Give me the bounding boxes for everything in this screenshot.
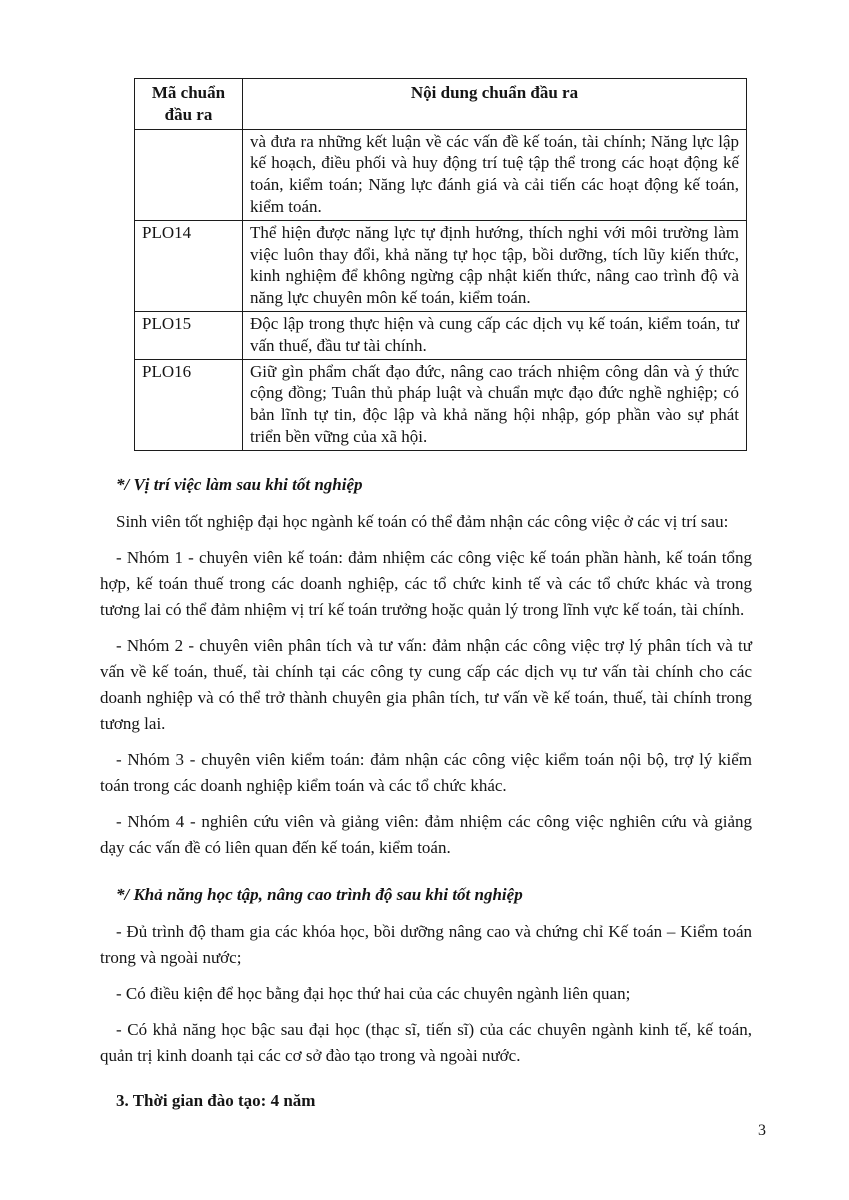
- table-row: [135, 220, 747, 311]
- job-group-3: - Nhóm 3 - chuyên viên kiểm toán: đảm nhận các công việc kiểm toán nội bộ, trợ lý kiểm toán trong các doanh nghiệp kiểm toán và các tổ chức khác.: [100, 749, 752, 795]
- column-header-content: Nội dung chuẩn đầu ra: [243, 79, 747, 130]
- job-group-4: - Nhóm 4 - nghiên cứu viên và giảng viên: đảm nhiệm các công việc nghiên cứu và giảng dạy các vấn đề có liên quan đến kế toán, kiểm toán.: [100, 811, 752, 857]
- section-heading-job-positions: */ Vị trí việc làm sau khi tốt nghiệp: [116, 474, 363, 494]
- further-study-item-2: - Có điều kiện để học bằng đại học thứ hai của các chuyên ngành liên quan;: [116, 983, 631, 1003]
- outcome-code: PLO14: [135, 220, 243, 311]
- outcome-content: Thể hiện được năng lực tự định hướng, thích nghi với môi trường làm việc luôn thay đổi, khả năng tự học tập, bồi dưỡng, tích lũy kiến thức, kinh nghiệm để không ngừng cập nhật kiến thức, nâng cao trình độ và năng lực chuyên môn kế toán, kiểm toán.: [243, 220, 747, 311]
- table-header-row: [135, 79, 747, 130]
- column-header-code: Mã chuẩn đầu ra: [135, 79, 243, 130]
- outcome-code: PLO16: [135, 359, 243, 450]
- table-row: [135, 311, 747, 359]
- table-row: [135, 359, 747, 450]
- job-positions-intro: Sinh viên tốt nghiệp đại học ngành kế toán có thể đảm nhận các công việc ở các vị trí sau:: [116, 511, 729, 531]
- document-content: [100, 78, 752, 1114]
- job-group-1: - Nhóm 1 - chuyên viên kế toán: đảm nhiệm các công việc kế toán phần hành, kế toán tổng hợp, kế toán thuế trong các doanh nghiệp, các tổ chức kinh tế và các tổ chức khác và trong tương lai có thể đảm nhiệm vị trí kế toán trưởng hoặc quản lý trong lĩnh vực kế toán, tài chính.: [100, 547, 752, 619]
- outcome-code: [135, 129, 243, 220]
- section-heading-further-study: */ Khả năng học tập, nâng cao trình độ sau khi tốt nghiệp: [116, 884, 523, 904]
- outcome-code: PLO15: [135, 311, 243, 359]
- learning-outcomes-table: [134, 78, 747, 451]
- outcome-content: Giữ gìn phẩm chất đạo đức, nâng cao trách nhiệm công dân và ý thức cộng đồng; Tuân thủ pháp luật và chuẩn mực đạo đức nghề nghiệp; có bản lĩnh tự tin, độc lập và khả năng hội nhập, góp phần vào sự phát triển bền vững của xã hội.: [243, 359, 747, 450]
- table-row: [135, 129, 747, 220]
- page-number: 3: [758, 1122, 766, 1139]
- further-study-item-1: - Đủ trình độ tham gia các khóa học, bồi dưỡng nâng cao và chứng chỉ Kế toán – Kiểm toán trong và ngoài nước;: [100, 921, 752, 967]
- section-heading-duration: 3. Thời gian đào tạo: 4 năm: [116, 1090, 316, 1110]
- further-study-item-3: - Có khả năng học bậc sau đại học (thạc sĩ, tiến sĩ) của các chuyên ngành kinh tế, kế toán, quản trị kinh doanh tại các cơ sở đào tạo trong và ngoài nước.: [100, 1019, 752, 1065]
- outcome-content: và đưa ra những kết luận về các vấn đề kế toán, tài chính; Năng lực lập kế hoạch, điều phối và huy động trí tuệ tập thể trong các hoạt động kế toán, kiểm toán; Năng lực đánh giá và cải tiến các hoạt động kế toán, kiểm toán.: [243, 129, 747, 220]
- outcome-content: Độc lập trong thực hiện và cung cấp các dịch vụ kế toán, kiểm toán, tư vấn thuế, đầu tư tài chính.: [243, 311, 747, 359]
- job-group-2: - Nhóm 2 - chuyên viên phân tích và tư vấn: đảm nhận các công việc trợ lý phân tích và tư vấn về kế toán, thuế, tài chính tại các công ty cung cấp các dịch vụ tư vấn tài chính cho các doanh nghiệp và có thể trở thành chuyên gia phân tích, tư vấn về kế toán, thuế, tài chính trong tương lai.: [100, 635, 752, 733]
